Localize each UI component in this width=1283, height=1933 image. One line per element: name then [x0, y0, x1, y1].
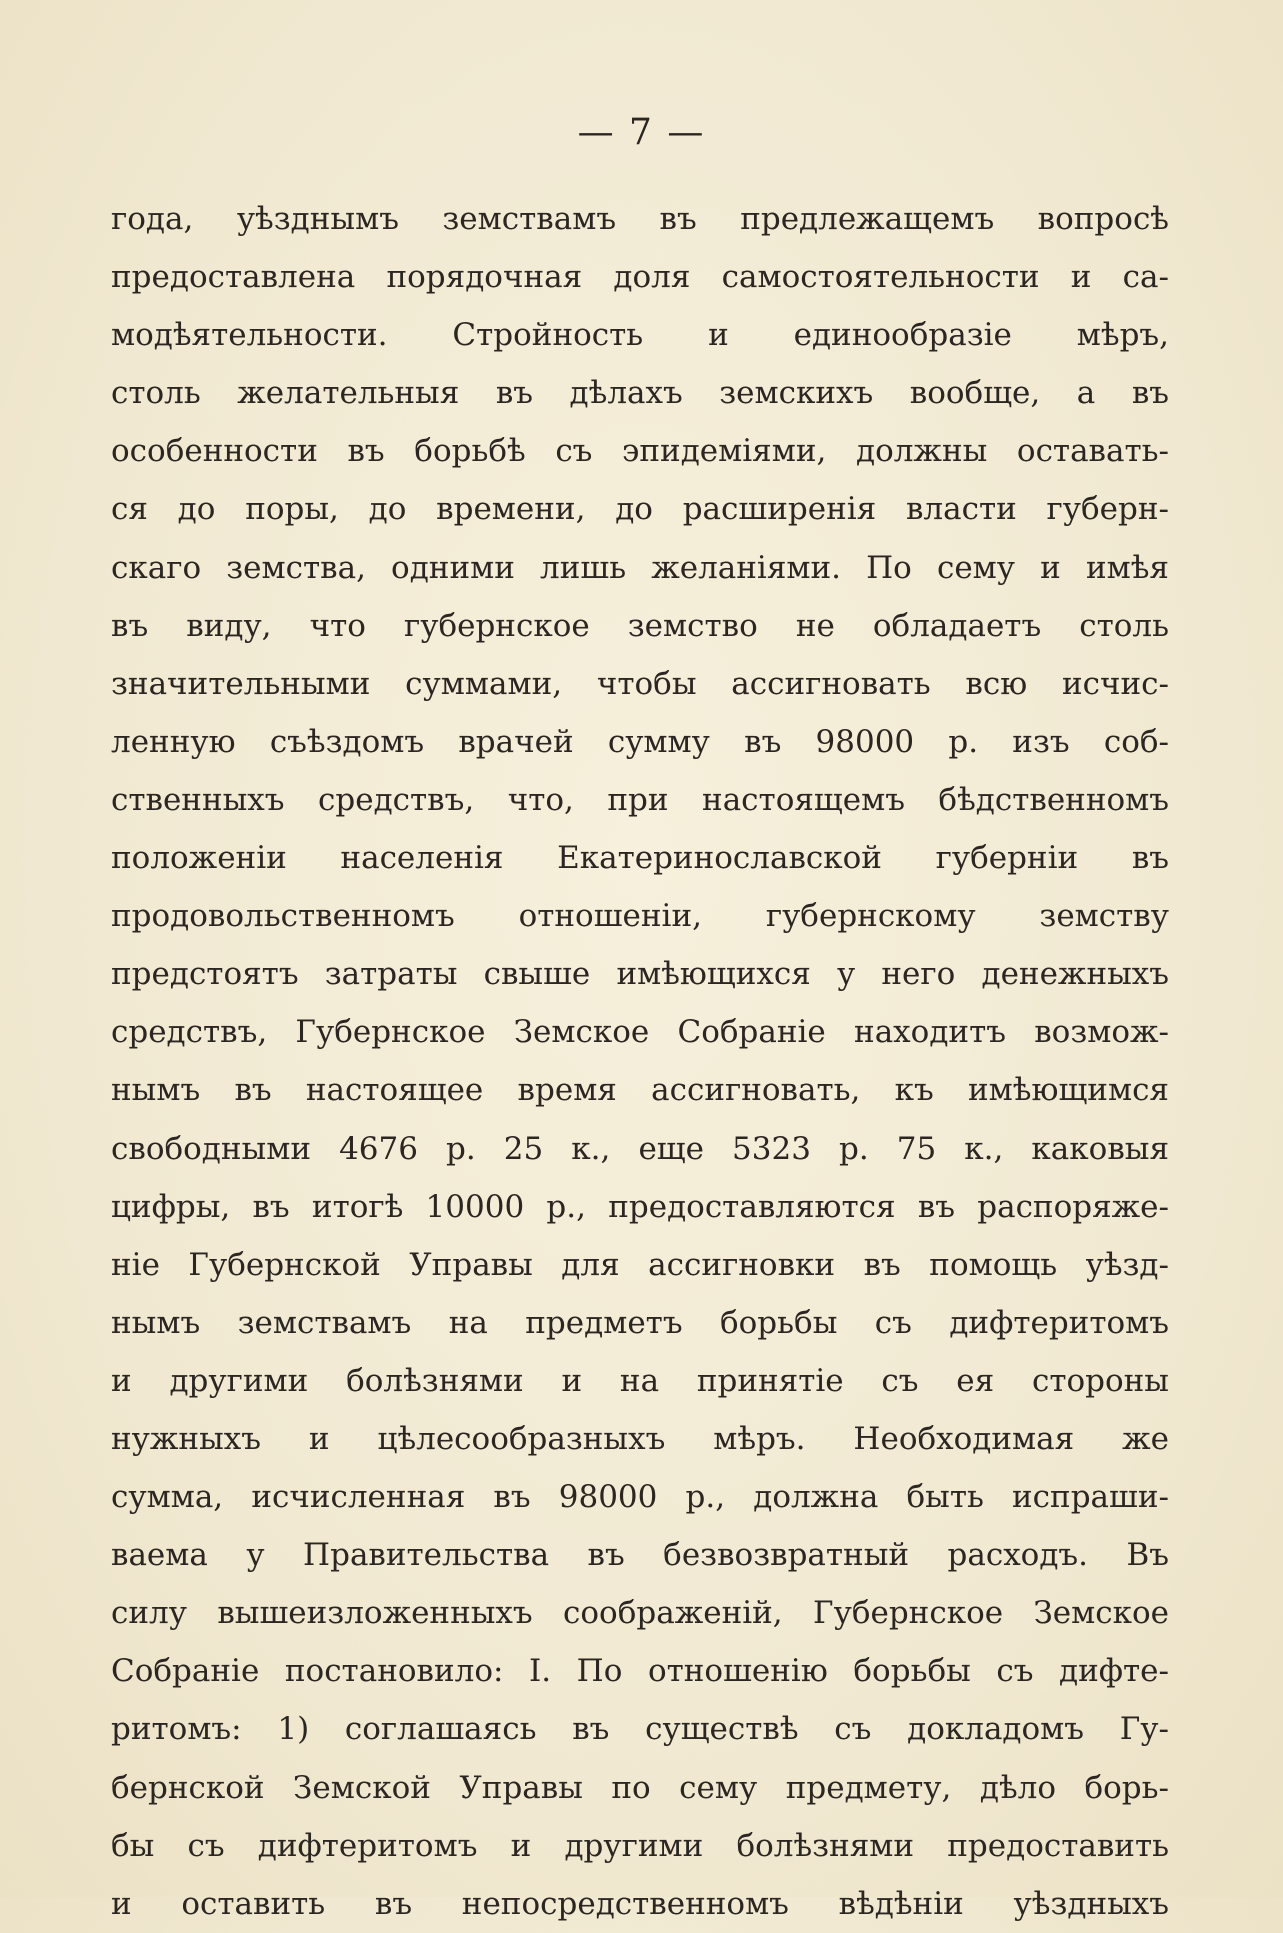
- text-line: особенности въ борьбѣ съ эпидеміями, должны оставать-: [111, 433, 1169, 470]
- text-line: предстоятъ затраты свыше имѣющихся у него денежныхъ: [111, 956, 1169, 993]
- text-line: бернской Земской Управы по сему предмету, дѣло борь-: [111, 1769, 1169, 1806]
- text-line: и другими болѣзнями и на принятіе съ ея стороны: [111, 1362, 1169, 1399]
- text-line: предоставлена порядочная доля самостоятельности и са-: [111, 259, 1169, 296]
- text-line: и оставить въ непосредственномъ вѣдѣніи уѣздныхъ: [111, 1885, 1169, 1922]
- text-line: года, уѣзднымъ земствамъ въ предлежащемъ вопросѣ: [111, 201, 1169, 237]
- text-line: положеніи населенія Екатеринославской губерніи въ: [111, 840, 1169, 877]
- text-line: свободными 4676 р. 25 к., еще 5323 р. 75 к., каковыя: [111, 1130, 1169, 1167]
- text-line: ственныхъ средствъ, что, при настоящемъ бѣдственномъ: [111, 781, 1169, 818]
- text-line: ся до поры, до времени, до расширенія власти губерн-: [111, 491, 1169, 528]
- page-number: — 7 —: [577, 112, 706, 153]
- body-text: [111, 190, 1169, 1933]
- text-line: средствъ, Губернское Земское Собраніе находитъ возмож-: [111, 1014, 1169, 1051]
- text-line: значительными суммами, чтобы ассигновать всю исчис-: [111, 665, 1169, 702]
- text-line: ніе Губернской Управы для ассигновки въ помощь уѣзд-: [111, 1246, 1169, 1283]
- text-line: нужныхъ и цѣлесообразныхъ мѣръ. Необходимая же: [111, 1420, 1169, 1457]
- text-line: ваема у Правительства въ безвозвратный расходъ. Въ: [111, 1537, 1169, 1574]
- text-line: цифры, въ итогѣ 10000 р., предоставляются въ распоряже-: [111, 1188, 1169, 1225]
- text-line: продовольственномъ отношеніи, губернскому земству: [111, 898, 1169, 935]
- text-line: въ виду, что губернское земство не обладаетъ столь: [111, 607, 1169, 644]
- text-line: нымъ въ настоящее время ассигновать, къ имѣющимся: [111, 1072, 1169, 1109]
- text-line: Собраніе постановило: I. По отношенію борьбы съ дифте-: [111, 1653, 1169, 1690]
- text-line: столь желательныя въ дѣлахъ земскихъ вообще, а въ: [111, 375, 1169, 412]
- text-line: сумма, исчисленная въ 98000 р., должна быть испраши-: [111, 1479, 1169, 1516]
- text-line: нымъ земствамъ на предметъ борьбы съ дифтеритомъ: [111, 1304, 1169, 1341]
- text-line: бы съ дифтеритомъ и другими болѣзнями предоставить: [111, 1827, 1169, 1864]
- text-line: модѣятельности. Стройность и единообразіе мѣръ,: [111, 317, 1169, 354]
- text-line: ритомъ: 1) соглашаясь въ существѣ съ докладомъ Гу-: [111, 1711, 1169, 1748]
- text-line: ленную съѣздомъ врачей сумму въ 98000 р. изъ соб-: [111, 723, 1169, 760]
- text-line: скаго земства, одними лишь желаніями. По сему и имѣя: [111, 549, 1169, 586]
- text-line: силу вышеизложенныхъ соображеній, Губернское Земское: [111, 1595, 1169, 1632]
